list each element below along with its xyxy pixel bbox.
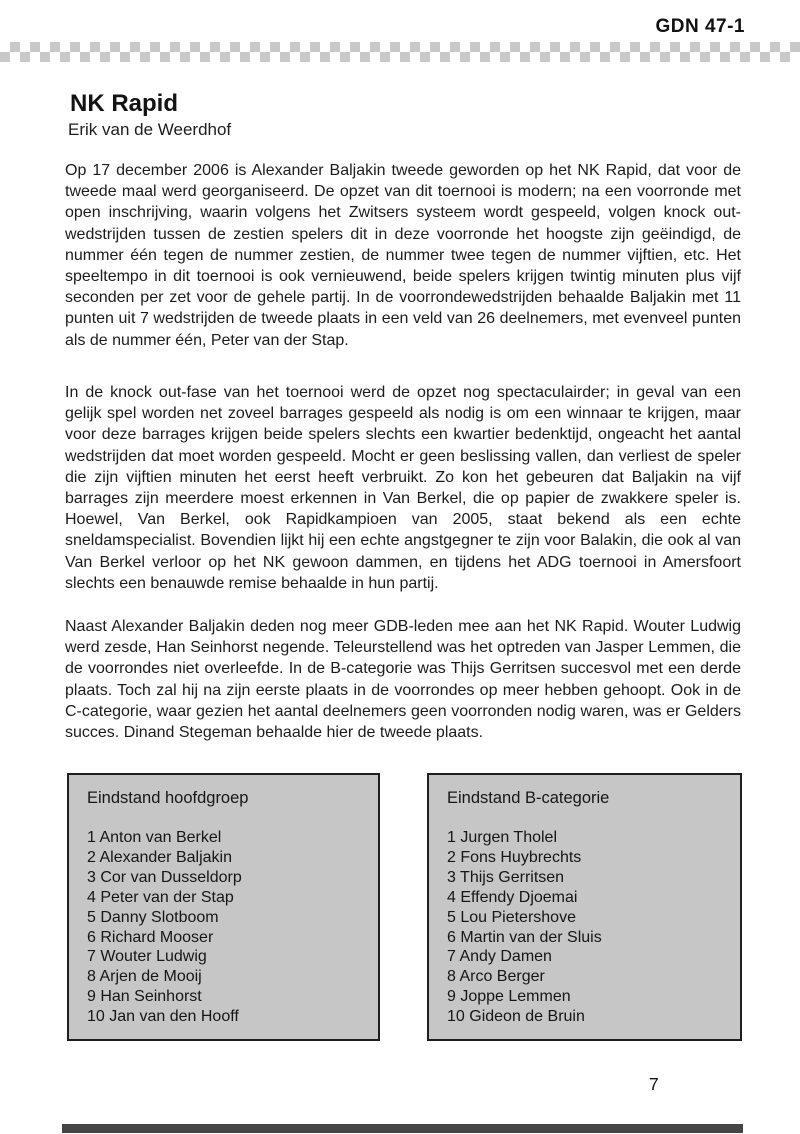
checkerboard-band <box>0 42 800 62</box>
article-paragraph-1: Op 17 december 2006 is Alexander Baljakin tweede geworden op het NK Rapid, dat voor de tweede maal werd georganiseerd. De opzet van dit toernooi is modern; na een voorronde met open inschrijving, waarin volgens het Zwitsers systeem wordt gespeeld, volgen knock out-wedstrijden tussen de zestien spelers dit in deze voorronde het hoogste zijn geëindigd, de nummer één tegen de nummer zestien, de nummer twee tegen de nummer vijftien, etc. Het speeltempo in dit toernooi is ook vernieuwend, beide spelers krijgen twintig minuten plus vijf seconden per zet voor de gehele partij. In de voorrondewedstrijden behaalde Baljakin met 11 punten uit 7 wedstrijden de tweede plaats in een veld van 26 deelnemers, met evenveel punten als de nummer één, Peter van der Stap. <box>65 162 741 349</box>
standings-title: Eindstand B-categorie <box>447 789 610 807</box>
standings-title: Eindstand hoofdgroep <box>87 789 249 807</box>
article-title: NK Rapid <box>70 90 178 117</box>
standings-list <box>87 828 378 1027</box>
standings-entry: 10 Gideon de Bruin <box>447 1008 585 1026</box>
standings-entry: 9 Joppe Lemmen <box>447 988 571 1006</box>
page-number: 7 <box>649 1074 659 1094</box>
standings-entry: 6 Martin van der Sluis <box>447 928 602 946</box>
standings-entry: 2 Alexander Baljakin <box>87 848 232 866</box>
article-author: Erik van de Weerdhof <box>68 120 232 139</box>
standings-entry: 5 Lou Pietershove <box>447 908 576 926</box>
issue-label: GDN 47-1 <box>655 16 745 37</box>
standings-entry: 5 Danny Slotboom <box>87 908 219 926</box>
standings-entry: 3 Cor van Dusseldorp <box>87 868 242 886</box>
standings-entry: 1 Jurgen Tholel <box>447 829 557 846</box>
article-paragraph-3: Naast Alexander Baljakin deden nog meer GDB-leden mee aan het NK Rapid. Wouter Ludwig werd zesde, Han Seinhorst negende. Teleurstellend was het optreden van Jasper Lemmen, die de voorrondes niet overleefde. In de B-categorie was Thijs Gerritsen succesvol met een derde plaats. Toch zal hij na zijn eerste plaats in de voorrondes op meer hebben gehoopt. Ook in de C-categorie, waar gezien het aantal deelnemers geen voorronden nodig waren, was er Gelders succes. Dinand Stegeman behaalde hier de tweede plaats. <box>65 618 741 742</box>
standings-entry: 9 Han Seinhorst <box>87 988 202 1006</box>
standings-box-b-category <box>427 773 742 1041</box>
standings-entry: 8 Arjen de Mooij <box>87 968 202 986</box>
standings-entry: 3 Thijs Gerritsen <box>447 868 565 886</box>
article-paragraph-2: In de knock out-fase van het toernooi werd de opzet nog spectaculairder; in geval van een gelijk spel worden net zoveel barrages gespeeld als nodig is om een winnaar te krijgen, maar voor deze barrages krijgen beide spelers slechts een kwartier bedenktijd, ongeacht het aantal wedstrijden dat moet worden gespeeld. Mocht er geen beslissing vallen, dan verliest de speler die zijn vijftien minuten het eerst heeft verbruikt. Zo kon het gebeuren dat Baljakin na vijf barrages zijn meerdere moest erkennen in Van Berkel, die op papier de zwakkere speler is. Hoewel, Van Berkel, ook Rapidkampioen van 2005, staat bekend als een echte sneldamspecialist. Bovendien lijkt hij een echte angstgegner te zijn voor Balakin, die ook al van Van Berkel verloor op het NK gewoon dammen, en tijdens het ADG toernooi in Amersfoort slechts een benauwde remise behaalde in hun partij. <box>65 384 741 592</box>
standings-entry: 6 Richard Mooser <box>87 928 214 946</box>
standings-entry: 4 Peter van der Stap <box>87 888 234 906</box>
footer-bar <box>62 1124 743 1133</box>
standings-entry: 2 Fons Huybrechts <box>447 848 582 866</box>
standings-entry: 10 Jan van den Hooff <box>87 1008 239 1026</box>
standings-list <box>447 828 740 1027</box>
standings-entry: 8 Arco Berger <box>447 968 545 986</box>
standings-box-main-group <box>67 773 380 1041</box>
standings-entry: 7 Andy Damen <box>447 948 552 966</box>
standings-entry: 7 Wouter Ludwig <box>87 948 207 966</box>
standings-entry: 1 Anton van Berkel <box>87 829 222 846</box>
standings-entry: 4 Effendy Djoemai <box>447 888 578 906</box>
